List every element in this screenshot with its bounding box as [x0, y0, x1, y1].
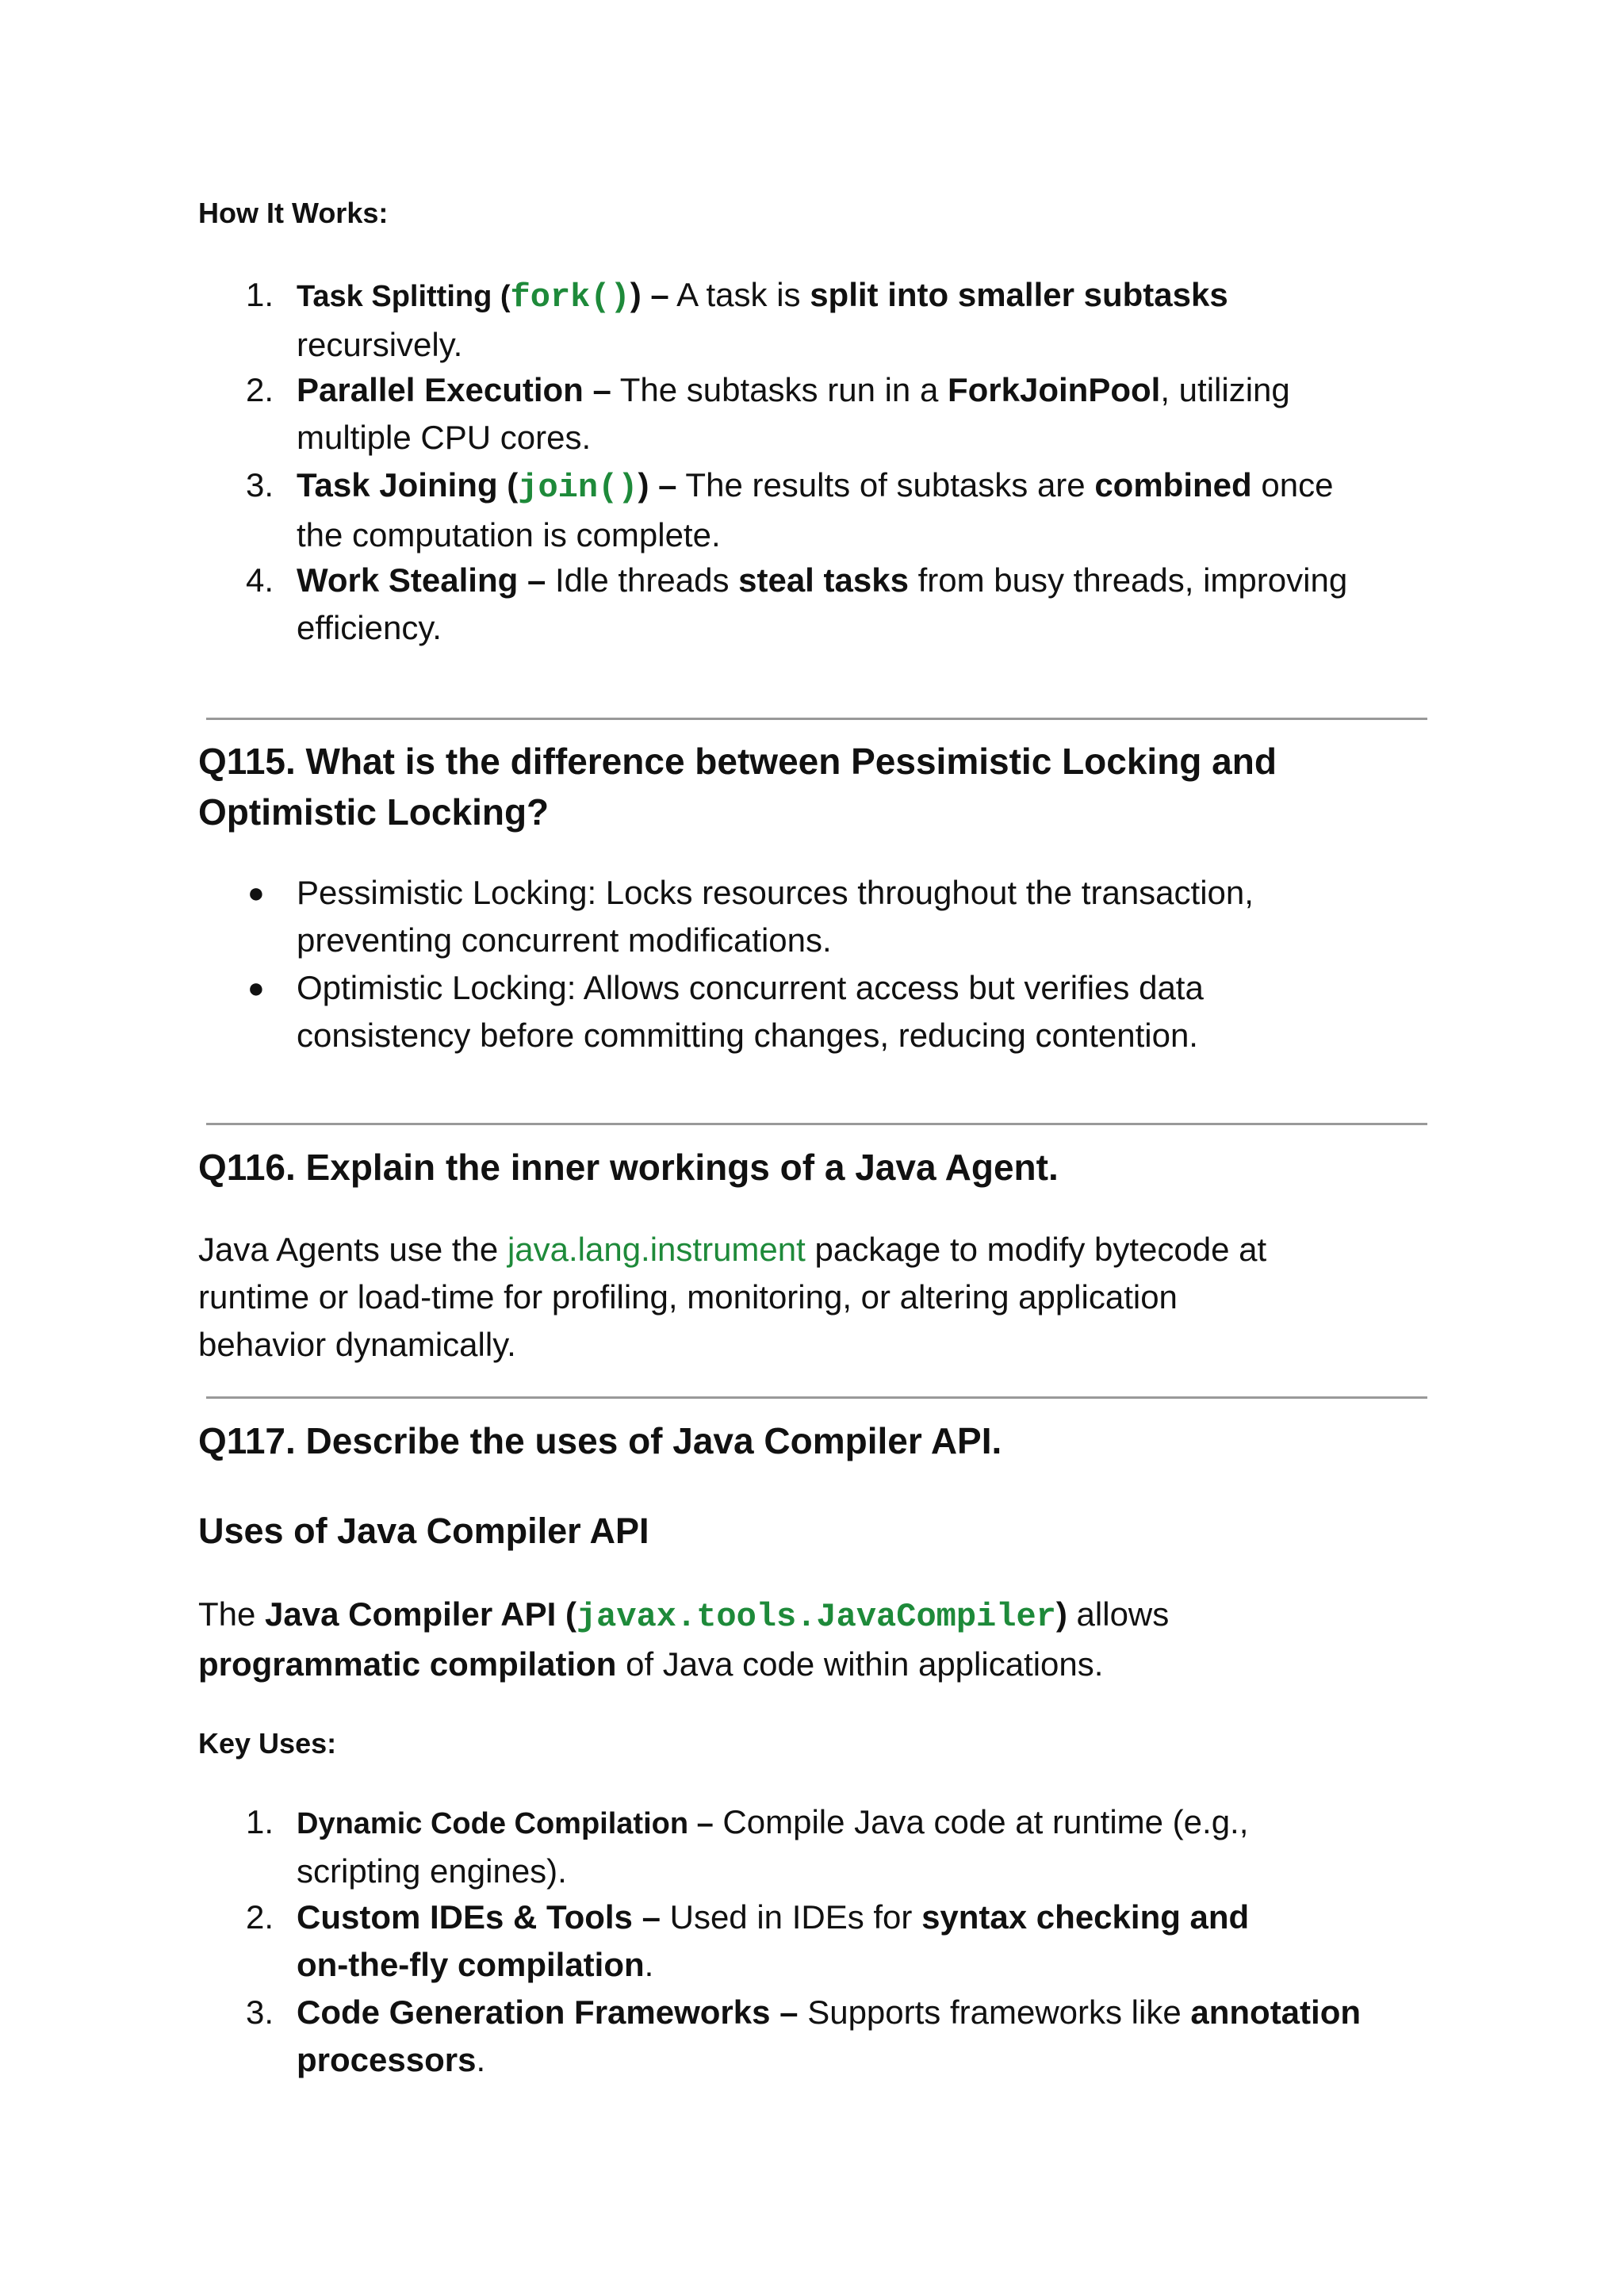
horizontal-divider [206, 1396, 1427, 1399]
package-link[interactable]: java.lang.instrument [507, 1231, 806, 1268]
q117-intro-paragraph: The Java Compiler API (javax.tools.JavaCompiler) allows programmatic compilation of Java code within applications. [198, 1595, 1170, 1683]
q116-paragraph: Java Agents use the java.lang.instrument package to modify bytecode at runtime or load-time for profiling, monitoring, or altering application behavior dynamically. [198, 1231, 1267, 1363]
bullet-icon: ● [247, 876, 265, 909]
list-number: 4. [246, 561, 274, 599]
inline-code: javax.tools.JavaCompiler [576, 1598, 1056, 1636]
question-title-q117: Q117. Describe the uses of Java Compiler API. [198, 1420, 1002, 1461]
question-title-q116: Q116. Explain the inner workings of a Java Agent. [198, 1147, 1059, 1188]
list-number: 2. [246, 371, 274, 408]
horizontal-divider [206, 1123, 1427, 1125]
key-uses-heading: Key Uses: [198, 1727, 337, 1760]
item-lead: Task Splitting ( [297, 280, 511, 313]
list-number: 1. [246, 276, 274, 313]
bullet-icon: ● [247, 971, 265, 1004]
subheading: Uses of Java Compiler API [198, 1511, 649, 1551]
inline-code: join() [518, 469, 638, 507]
inline-code: fork() [510, 278, 630, 316]
list-number: 1. [246, 1803, 274, 1840]
how-it-works-heading: How It Works: [198, 197, 389, 229]
horizontal-divider [206, 718, 1427, 720]
how-it-works-list: 1. Task Splitting (fork()) – A task is split into smaller subtasks recursively. 2. Parallel Execution – The subtasks run in a ForkJoinPool, utilizing multiple CPU cores. 3. Task Joining (join()) – The results of subtasks are combined once the computation is complete. 4. Work Stealing – Idle threads steal tasks from busy threads, improving efficiency. [198, 271, 1443, 660]
list-number: 3. [246, 1993, 274, 2031]
list-number: 2. [246, 1898, 274, 1936]
question-title-q115: Q115. What is the difference between Pessimistic Locking and Optimistic Locking? [198, 741, 1277, 833]
list-number: 3. [246, 466, 274, 504]
